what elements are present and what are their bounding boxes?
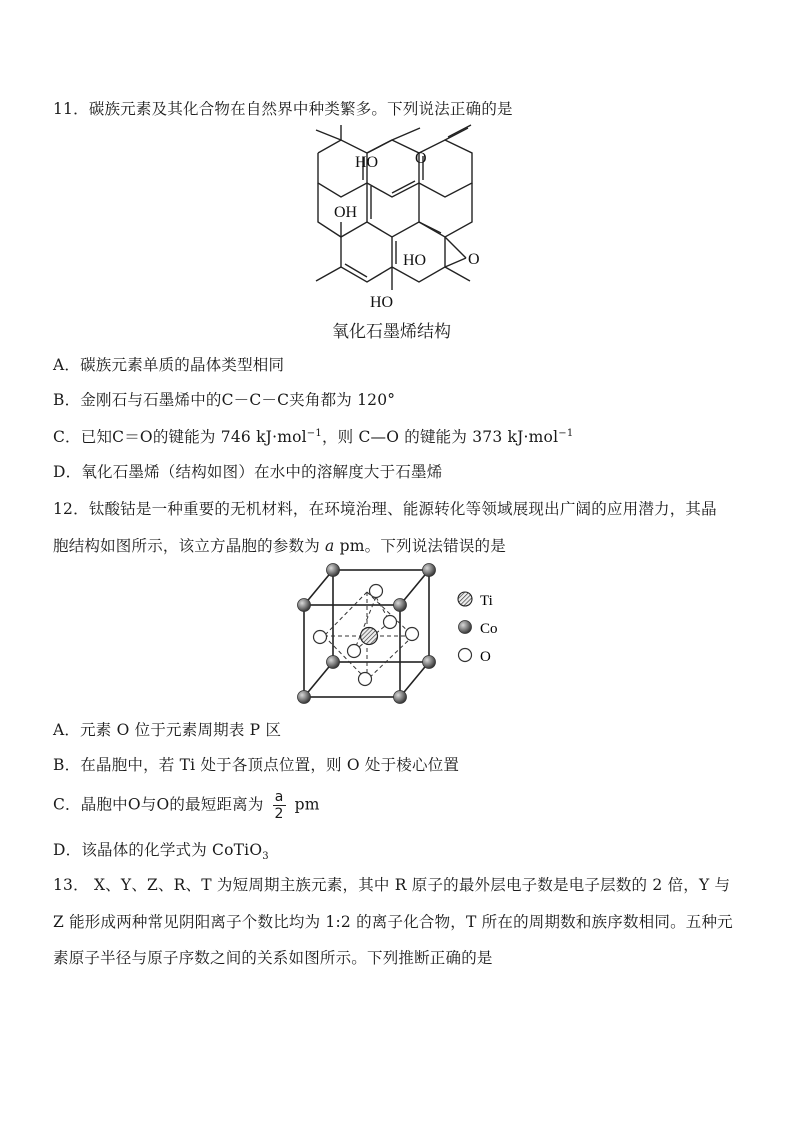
q11-option-c xyxy=(53,425,573,447)
q11-option-c-text2: ，则 C—O 的键能为 373 kJ·mol xyxy=(321,428,559,446)
q11-option-b: B．金刚石与石墨烯中的C－C－C夹角都为 120° xyxy=(53,391,396,409)
o-label-right: O xyxy=(468,251,480,268)
legend-o-label: O xyxy=(480,649,491,665)
ho-label-top: HO xyxy=(355,154,379,171)
crystal-cell-diagram xyxy=(290,560,520,710)
fraction-numerator: a xyxy=(274,789,284,805)
q12-stem-text: 胞结构如图所示，该立方晶胞的参数为 xyxy=(53,537,326,555)
legend-co-symbol xyxy=(459,621,472,634)
q12-option-d xyxy=(53,838,269,863)
o-label-top: O xyxy=(415,150,427,167)
legend-co-label: Co xyxy=(480,621,498,637)
q12-option-a: A．元素 O 位于元素周期表 P 区 xyxy=(53,721,282,739)
q12-stem-line2 xyxy=(53,534,506,556)
oh-label-left: OH xyxy=(334,204,358,221)
q12-stem-var: a xyxy=(325,537,335,555)
q12-option-c-unit: pm xyxy=(294,795,320,814)
legend-ti-label: Ti xyxy=(480,593,493,609)
q12-option-c xyxy=(53,789,320,822)
graphene-oxide-structure xyxy=(300,122,500,322)
fraction-denominator: 2 xyxy=(274,806,284,822)
q11-option-c-sup1: −1 xyxy=(306,427,322,439)
q11-stem: 11．碳族元素及其化合物在自然界中种类繁多。下列说法正确的是 xyxy=(53,100,513,118)
q13-line3: 素原子半径与原子序数之间的关系如图所示。下列推断正确的是 xyxy=(53,949,493,967)
q12-stem-text2: pm。下列说法错误的是 xyxy=(334,537,506,555)
q12-stem-line1: 12．钛酸钴是一种重要的无机材料，在环境治理、能源转化等领域展现出广阔的应用潜力，其晶 xyxy=(53,500,717,518)
ho-label-right: HO xyxy=(403,252,427,269)
legend-ti-symbol xyxy=(458,592,472,606)
q12-option-d-sub: 3 xyxy=(262,851,269,863)
q11-option-c-text1: C．已知C＝O的键能为 746 kJ·mol xyxy=(53,428,307,446)
q11-option-d: D．氧化石墨烯（结构如图）在水中的溶解度大于石墨烯 xyxy=(53,463,443,481)
legend-o-symbol xyxy=(459,649,472,662)
ho-label-bottom: HO xyxy=(370,294,394,311)
q12-option-c-text: C．晶胞中O与O的最短距离为 xyxy=(53,795,264,814)
q12-option-b: B．在晶胞中，若 Ti 处于各顶点位置，则 O 处于棱心位置 xyxy=(53,756,460,774)
q11-option-c-sup2: −1 xyxy=(558,427,574,439)
fraction-a-over-2 xyxy=(273,789,286,822)
q13-line1: 13． X、Y、Z、R、T 为短周期主族元素，其中 R 原子的最外层电子数是电子层数的 2 倍，Y 与 xyxy=(53,876,731,894)
q13-line2: Z 能形成两种常见阴阳离子个数比均为 1:2 的离子化合物，T 所在的周期数和族序数相同。五种元 xyxy=(53,913,733,931)
q12-option-d-text: D．该晶体的化学式为 CoTiO xyxy=(53,841,263,859)
q11-option-a: A．碳族元素单质的晶体类型相同 xyxy=(53,356,285,374)
figure-caption: 氧化石墨烯结构 xyxy=(332,322,451,342)
